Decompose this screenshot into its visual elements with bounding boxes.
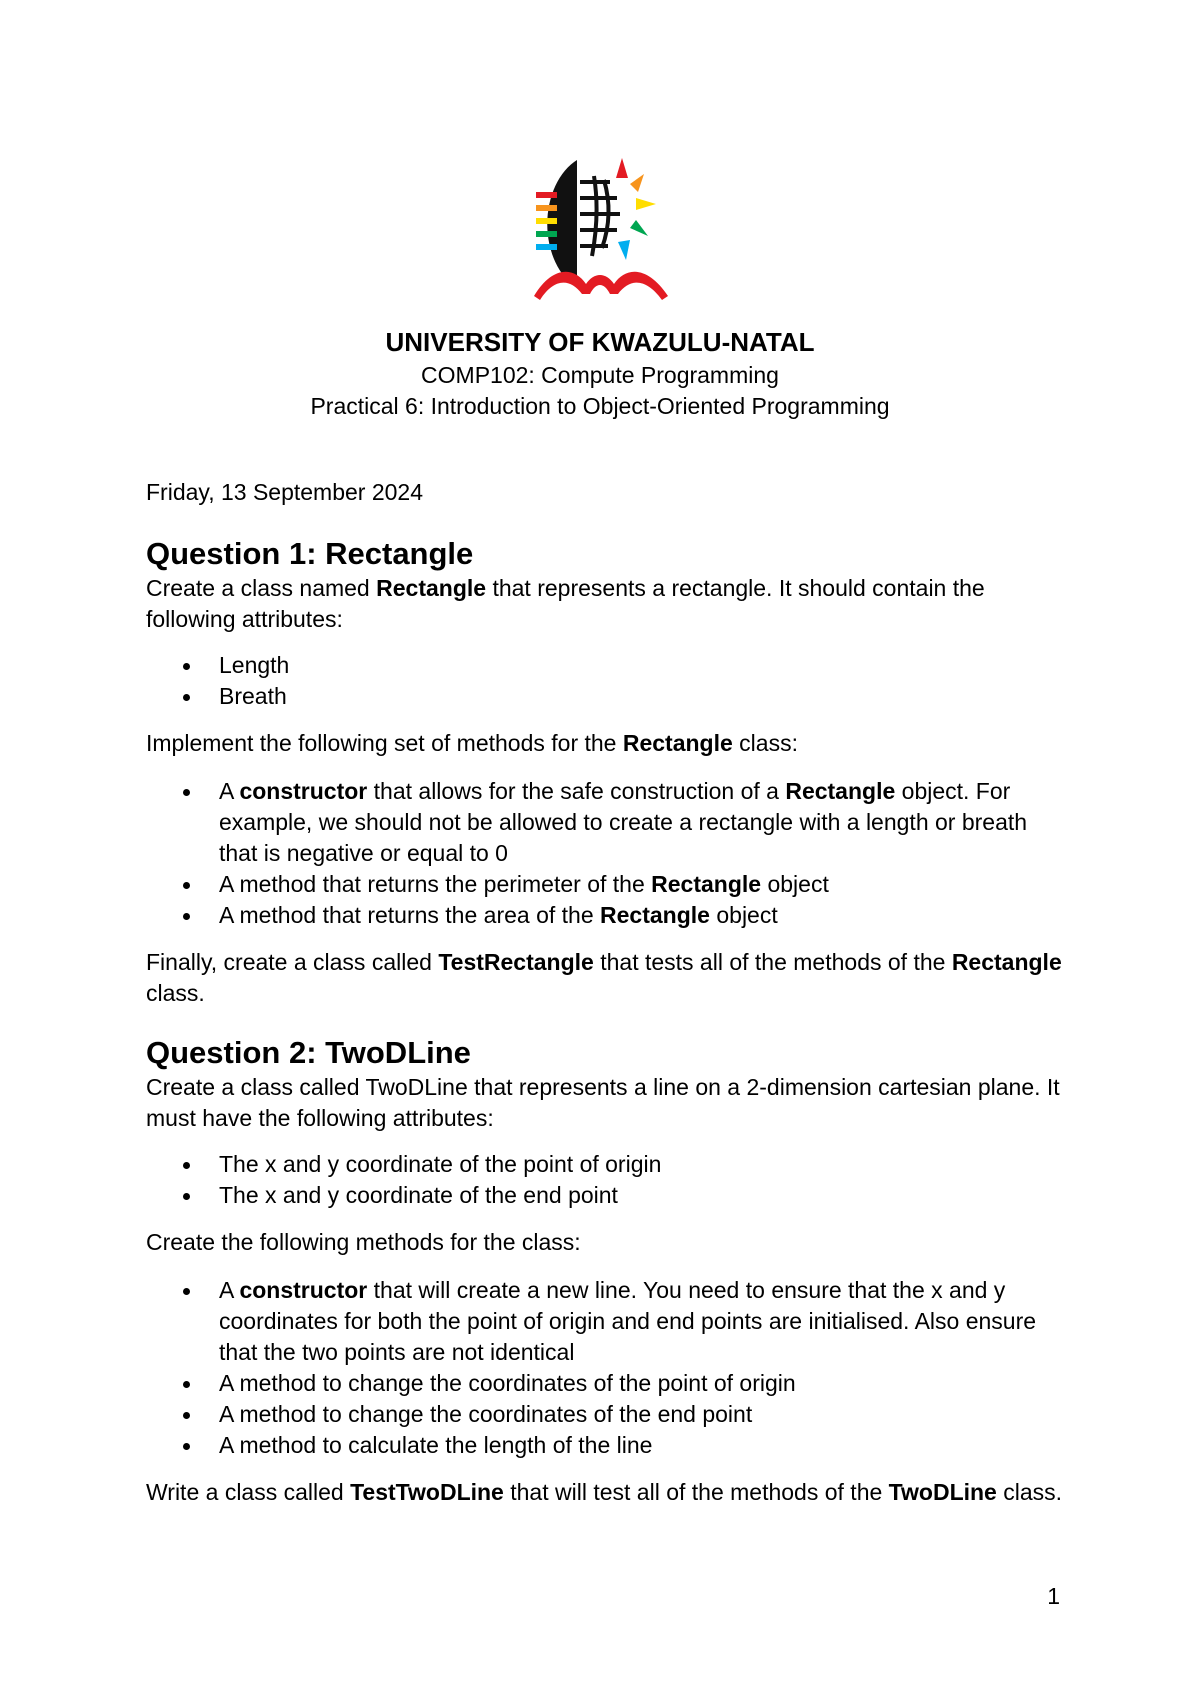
attribute-item: Length — [146, 650, 1066, 681]
question-2-finally: Write a class called TestTwoDLine that will test all of the methods of the TwoDLine class. — [146, 1479, 1063, 1505]
method-item: A method that returns the area of the Rectangle object — [146, 900, 1066, 931]
question-2-methods — [146, 1275, 1066, 1461]
method-item: A method to change the coordinates of the end point — [146, 1399, 1066, 1430]
question-1-finally: Finally, create a class called TestRectangle that tests all of the methods of the Rectangle class. — [146, 949, 1062, 1006]
bold-term: Rectangle — [600, 902, 710, 928]
question-2-methods-intro: Create the following methods for the class: — [146, 1229, 581, 1255]
question-1-attributes — [146, 650, 1066, 712]
bold-term: TestTwoDLine — [350, 1479, 504, 1505]
method-item: A method to change the coordinates of the point of origin — [146, 1368, 1066, 1399]
bold-term: Rectangle — [622, 730, 733, 756]
question-2-section — [146, 1034, 1066, 1508]
question-1-methods-intro: Implement the following set of methods for the Rectangle class: — [146, 730, 798, 756]
method-item: A method to calculate the length of the line — [146, 1430, 1066, 1461]
question-2-attributes — [146, 1149, 1066, 1211]
bold-term: constructor — [239, 778, 368, 804]
question-2-intro: Create a class called TwoDLine that represents a line on a 2-dimension cartesian plane. It must have the following attributes: — [146, 1074, 1060, 1131]
method-item: A constructor that will create a new line. You need to ensure that the x and y coordinates for both the point of origin and end points are initialised. Also ensure that the two points are not identical — [146, 1275, 1066, 1368]
bold-term: Rectangle — [651, 871, 762, 897]
question-1-methods — [146, 776, 1066, 931]
page-number: 1 — [1047, 1583, 1060, 1609]
question-1-section — [146, 535, 1066, 1009]
university-logo — [522, 148, 680, 308]
attribute-item: The x and y coordinate of the point of origin — [146, 1149, 1066, 1180]
attribute-item: The x and y coordinate of the end point — [146, 1180, 1066, 1211]
bold-term: Rectangle — [376, 575, 487, 601]
bold-term: Rectangle — [951, 949, 1062, 975]
attribute-item: Breath — [146, 681, 1066, 712]
course-title: COMP102: Compute Programming — [421, 362, 779, 388]
bold-term: TestRectangle — [438, 949, 594, 975]
document-date: Friday, 13 September 2024 — [146, 479, 424, 505]
practical-title: Practical 6: Introduction to Object-Oriented Programming — [310, 393, 890, 419]
question-1-intro: Create a class named Rectangle that represents a rectangle. It should contain the following attributes: — [146, 575, 985, 632]
question-1-title: Question 1: Rectangle — [146, 536, 474, 571]
university-name: UNIVERSITY OF KWAZULU-NATAL — [385, 327, 815, 357]
bold-term: constructor — [239, 1277, 368, 1303]
method-item: A method that returns the perimeter of the Rectangle object — [146, 869, 1066, 900]
bold-term: TwoDLine — [888, 1479, 997, 1505]
bold-term: Rectangle — [785, 778, 896, 804]
method-item: A constructor that allows for the safe construction of a Rectangle object. For example, we should not be allowed to create a rectangle with a length or breath that is negative or equal to 0 — [146, 776, 1066, 869]
question-2-title: Question 2: TwoDLine — [146, 1035, 471, 1070]
